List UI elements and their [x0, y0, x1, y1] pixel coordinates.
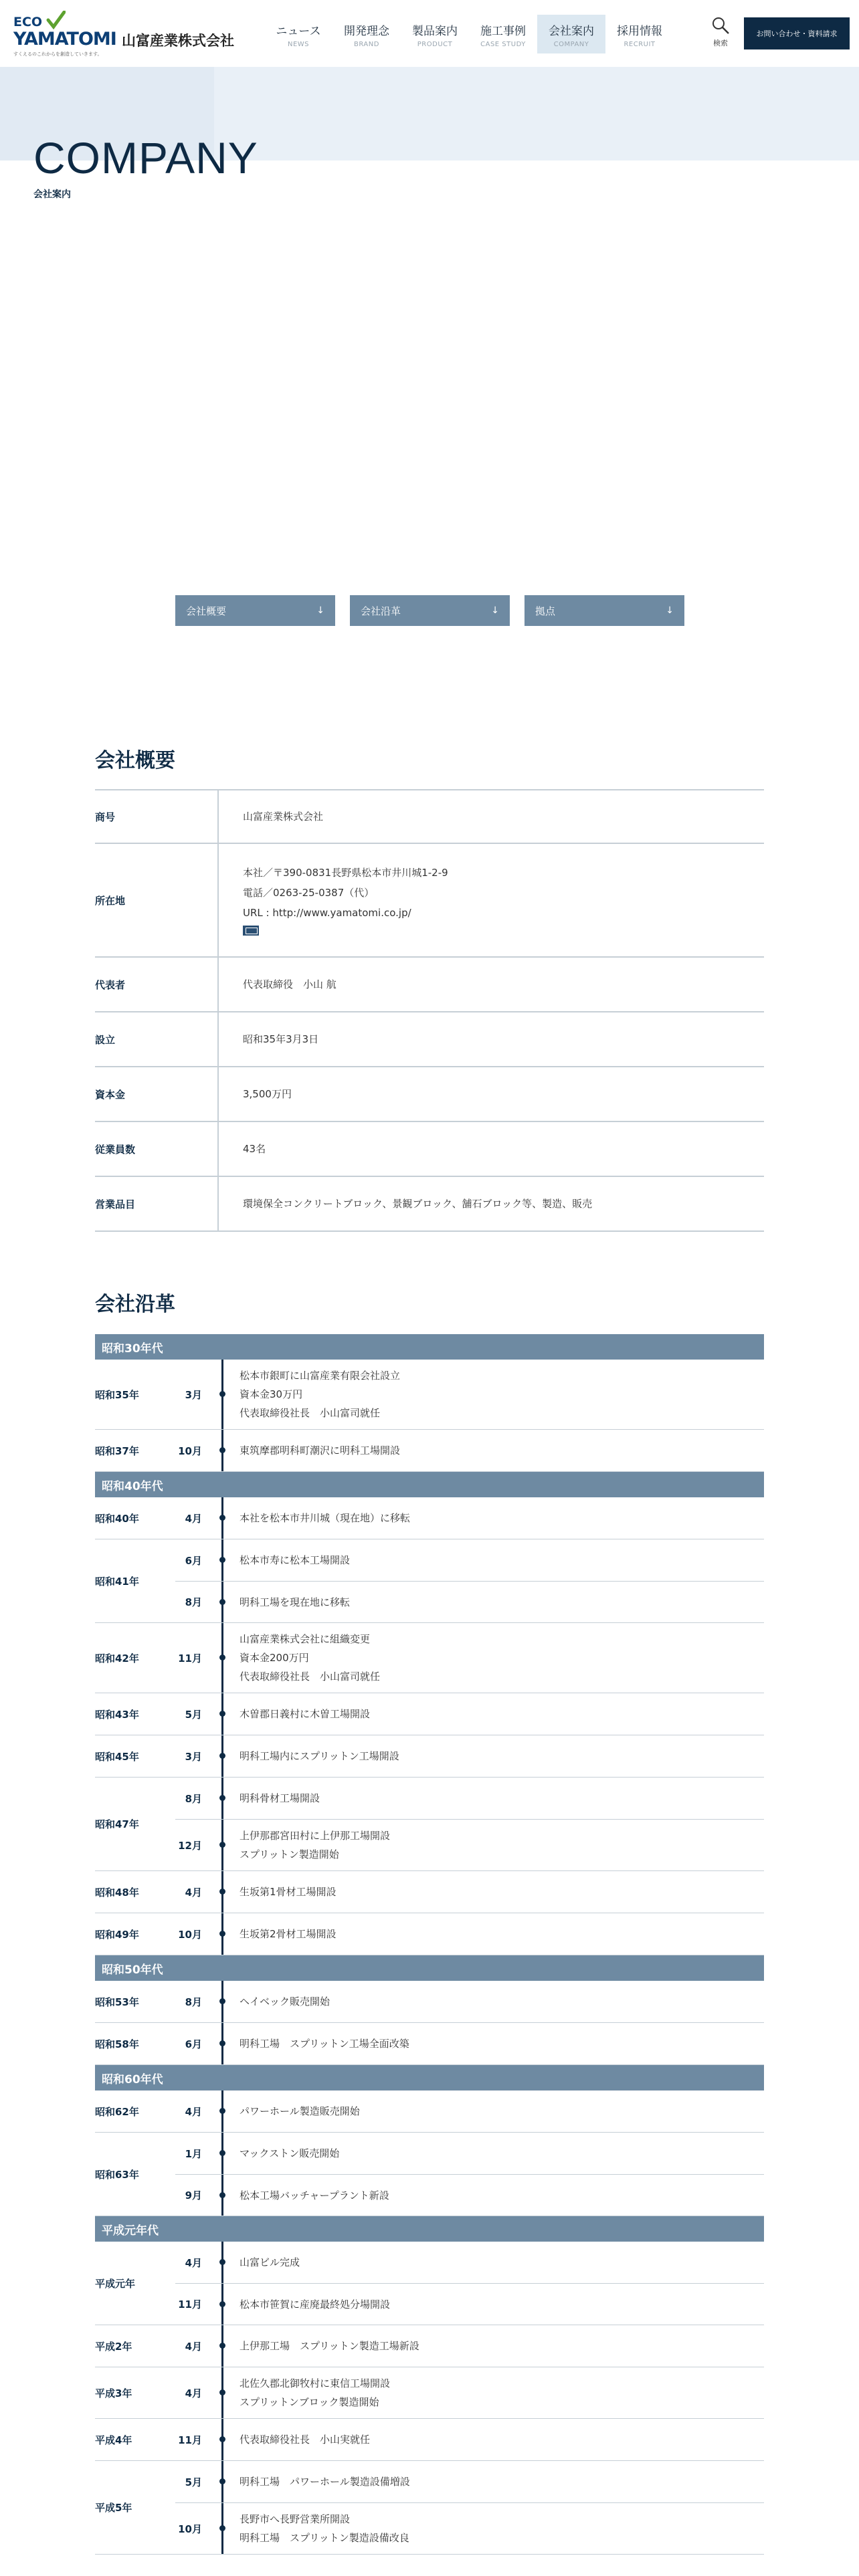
overview-value: [219, 844, 764, 956]
history-event: [175, 1430, 764, 1471]
history-year-group: [95, 2242, 764, 2325]
nav-item-label: 施工事例: [480, 25, 526, 38]
history-event: [175, 1623, 764, 1693]
history-event: [175, 1981, 764, 2022]
history-event-text: [229, 1582, 764, 1622]
timeline-dot-icon: [219, 1599, 225, 1605]
history-event-text: [229, 1735, 764, 1777]
nav-item-sublabel: PRODUCT: [417, 41, 453, 48]
timeline-line: [215, 1497, 229, 1539]
timeline-line: [215, 1693, 229, 1735]
history-event-line: 明科工場 スプリットン製造設備改良: [240, 2532, 409, 2544]
history-month: 4月: [185, 2340, 202, 2353]
era-header: 昭和30年代: [95, 1334, 764, 1360]
url-line[interactable]: URL : http://www.yamatomi.co.jp/: [243, 906, 411, 919]
timeline-dot-icon: [219, 1447, 225, 1453]
history-year-group: [95, 2325, 764, 2367]
history-events: [175, 1735, 764, 1777]
history-event-text: [229, 1778, 764, 1819]
history-event-text: [229, 1871, 764, 1913]
overview-label: 代表者: [95, 958, 219, 1011]
era-header: 昭和40年代: [95, 1472, 764, 1497]
history-event: [175, 1360, 764, 1429]
timeline-line: [215, 2175, 229, 2216]
anchor-history-button[interactable]: [350, 595, 510, 626]
history-event: [175, 2367, 764, 2418]
overview-line: 3,500万円: [243, 1088, 292, 1100]
timeline-dot-icon: [219, 1795, 225, 1801]
history-month: 3月: [185, 1388, 202, 1401]
history-event: [175, 1735, 764, 1777]
history-year-group: [95, 1623, 764, 1693]
history-event-text: [229, 1539, 764, 1581]
history-year-group: [95, 1981, 764, 2023]
history-year-group: [95, 1871, 764, 1913]
history-year-group: [95, 1735, 764, 1778]
history-timeline: [95, 1334, 764, 2555]
history-month: 3月: [185, 1750, 202, 1763]
history-year-group: [95, 2419, 764, 2461]
logo-tagline: すくえるのこれからを創造していきます。: [13, 51, 102, 57]
timeline-line: [215, 2242, 229, 2283]
map-icon[interactable]: [243, 926, 259, 936]
page-subtitle: 会社案内: [33, 189, 71, 200]
history-event: [175, 2419, 764, 2460]
timeline-dot-icon: [219, 2040, 225, 2046]
timeline-line: [215, 2133, 229, 2174]
history-event-line: 山富産業株式会社に組織変更: [240, 1633, 371, 1645]
history-event: [175, 2133, 764, 2174]
history-event-line: 山富ビル完成: [240, 2256, 300, 2268]
timeline-dot-icon: [219, 2478, 225, 2484]
search-icon: [711, 16, 730, 35]
anchor-label: 会社沿革: [361, 605, 401, 617]
timeline-dot-icon: [219, 2108, 225, 2114]
history-event-line: 松本工場バッチャープラント新設: [240, 2189, 389, 2202]
era-header: 平成元年代: [95, 2216, 764, 2242]
nav-item-label: ニュース: [276, 25, 321, 38]
history-event-line: 松本市銀町に山富産業有限会社設立: [240, 1370, 401, 1382]
history-year: 昭和42年: [95, 1652, 139, 1665]
history-event-text: [229, 2090, 764, 2132]
history-event-text: [229, 1820, 764, 1870]
timeline-dot-icon: [219, 1391, 225, 1397]
history-month: 4月: [185, 1886, 202, 1899]
overview-line: 代表取締役 小山 航: [243, 978, 337, 990]
timeline-dot-icon: [219, 1753, 225, 1759]
history-month: 8月: [185, 1996, 202, 2008]
overview-row: [95, 1067, 764, 1122]
history-event-line: 代表取締役社長 小山富司就任: [240, 1407, 381, 1419]
company-name: 山富産業株式会社: [122, 33, 234, 49]
nav-item-case-study[interactable]: [469, 15, 537, 53]
contact-button[interactable]: お問い合わせ・資料請求: [744, 17, 850, 49]
search-button[interactable]: [704, 16, 737, 53]
history-month: 8月: [185, 1596, 202, 1608]
timeline-line: [215, 1623, 229, 1693]
overview-value: [219, 958, 764, 1011]
history-month: 6月: [185, 2038, 202, 2050]
timeline-line: [215, 2461, 229, 2502]
nav-item-sublabel: NEWS: [287, 41, 310, 48]
overview-row: [95, 1012, 764, 1067]
history-month: 5月: [185, 2476, 202, 2488]
logo-yamatomi-text: YAMATOMI: [13, 29, 116, 49]
history-events: [175, 1778, 764, 1870]
history-event: [175, 1497, 764, 1539]
timeline-line: [215, 2325, 229, 2367]
anchor-label: 拠点: [535, 605, 556, 617]
history-events: [175, 1871, 764, 1913]
history-events: [175, 1913, 764, 1955]
history-event: [175, 2461, 764, 2502]
history-year-group: [95, 2133, 764, 2216]
nav-item-label: 開発理念: [344, 25, 389, 38]
timeline-dot-icon: [219, 2192, 225, 2198]
history-year-group: [95, 1539, 764, 1623]
overview-label: 営業品目: [95, 1177, 219, 1230]
history-event: [175, 1913, 764, 1955]
history-heading: 会社沿革: [95, 1293, 175, 1316]
history-event-line: 長野市へ長野営業所開設: [240, 2513, 351, 2525]
history-year: 昭和53年: [95, 1996, 139, 2008]
history-events: [175, 1497, 764, 1539]
anchor-links: [175, 595, 684, 626]
history-year-group: [95, 1693, 764, 1735]
history-event: [175, 2325, 764, 2367]
history-year-group: [95, 1913, 764, 1955]
overview-heading: 会社概要: [95, 749, 175, 772]
history-year: 昭和58年: [95, 2038, 139, 2050]
timeline-dot-icon: [219, 1842, 225, 1848]
page-title: COMPANY: [33, 133, 258, 183]
history-events: [175, 2023, 764, 2064]
history-month: 9月: [185, 2189, 202, 2202]
timeline-dot-icon: [219, 1557, 225, 1563]
overview-label: 資本金: [95, 1067, 219, 1121]
nav-item-sublabel: BRAND: [354, 41, 379, 48]
history-event-line: 資本金30万円: [240, 1388, 303, 1400]
timeline-line: [215, 1778, 229, 1819]
history-event: [175, 1778, 764, 1819]
history-event-line: 明科工場 スプリットン工場全面改築: [240, 2038, 409, 2050]
overview-label: 所在地: [95, 844, 219, 956]
timeline-dot-icon: [219, 2259, 225, 2265]
overview-line: 環境保全コンクリートブロック、景観ブロック、舗石ブロック等、製造、販売: [243, 1198, 593, 1210]
timeline-dot-icon: [219, 2436, 225, 2442]
history-events: [175, 2090, 764, 2132]
timeline-line: [215, 1735, 229, 1777]
history-events: [175, 2419, 764, 2460]
history-year: 昭和37年: [95, 1444, 139, 1457]
history-event-line: 代表取締役社長 小山実就任: [240, 2434, 371, 2446]
address-line: 本社／〒390-0831長野県松本市井川城1-2-9: [243, 866, 448, 879]
history-event-line: ヘイベック販売開始: [240, 1996, 330, 2008]
history-month: 4月: [185, 2105, 202, 2118]
nav-item-label: 採用情報: [617, 25, 662, 38]
arrow-down-icon: ↓: [316, 605, 324, 616]
history-event-line: 明科工場を現在地に移転: [240, 1596, 351, 1608]
history-event-text: [229, 1430, 764, 1471]
history-event-line: 東筑摩郡明科町潮沢に明科工場開設: [240, 1444, 401, 1457]
timeline-dot-icon: [219, 1711, 225, 1717]
history-event-line: 生坂第2骨材工場開設: [240, 1928, 337, 1940]
overview-row: [95, 958, 764, 1012]
history-event-text: [229, 2175, 764, 2216]
history-month: 8月: [185, 1792, 202, 1805]
history-month: 11月: [178, 2434, 202, 2446]
site-header: [0, 0, 859, 67]
nav-item-brand[interactable]: [332, 15, 401, 53]
timeline-line: [215, 1820, 229, 1870]
timeline-line: [215, 2090, 229, 2132]
era-header: 昭和50年代: [95, 1955, 764, 1981]
history-events: [175, 2461, 764, 2554]
history-year: 昭和41年: [95, 1575, 139, 1588]
history-event-text: [229, 1623, 764, 1693]
timeline-dot-icon: [219, 1931, 225, 1937]
history-year: 平成2年: [95, 2340, 132, 2353]
history-event-text: [229, 2419, 764, 2460]
history-year: 昭和48年: [95, 1886, 139, 1899]
history-month: 10月: [178, 1444, 202, 1457]
nav-item-news[interactable]: [264, 15, 332, 53]
history-event-line: 松本市寿に松本工場開設: [240, 1554, 351, 1566]
history-event-text: [229, 2503, 764, 2554]
history-event-text: [229, 2367, 764, 2418]
history-event-line: スプリットン製造開始: [240, 1848, 339, 1860]
history-month: 11月: [178, 2298, 202, 2311]
history-year: 平成5年: [95, 2502, 132, 2514]
history-event-text: [229, 1981, 764, 2022]
history-events: [175, 2133, 764, 2216]
history-event: [175, 2023, 764, 2064]
timeline-dot-icon: [219, 1998, 225, 2004]
history-year-group: [95, 1778, 764, 1871]
history-event-text: [229, 2325, 764, 2367]
history-event-text: [229, 1497, 764, 1539]
timeline-line: [215, 1430, 229, 1471]
leaf-icon: [45, 11, 66, 29]
arrow-down-icon: ↓: [491, 605, 499, 616]
overview-value: [219, 1012, 764, 1066]
history-events: [175, 1693, 764, 1735]
history-year: 昭和63年: [95, 2168, 139, 2181]
nav-item-label: 製品案内: [412, 25, 458, 38]
nav-item-company[interactable]: [537, 15, 605, 53]
nav-item-product[interactable]: [401, 15, 469, 53]
history-month: 12月: [178, 1839, 202, 1852]
nav-item-sublabel: CASE STUDY: [480, 41, 526, 48]
history-events: [175, 1360, 764, 1429]
history-events: [175, 2242, 764, 2325]
history-event-line: スプリットンブロック製造開始: [240, 2396, 379, 2408]
history-year-group: [95, 1430, 764, 1472]
history-events: [175, 1539, 764, 1622]
history-year: 昭和45年: [95, 1750, 139, 1763]
timeline-line: [215, 2284, 229, 2325]
nav-item-label: 会社案内: [549, 25, 594, 38]
timeline-dot-icon: [219, 2525, 225, 2531]
history-month: 4月: [185, 1512, 202, 1525]
timeline-line: [215, 1539, 229, 1581]
history-event: [175, 2242, 764, 2283]
timeline-line: [215, 2503, 229, 2554]
history-event: [175, 1819, 764, 1870]
timeline-line: [215, 1913, 229, 1955]
history-event-line: 明科骨材工場開設: [240, 1792, 320, 1804]
history-events: [175, 2325, 764, 2367]
overview-value: [219, 1122, 764, 1176]
history-year: 平成元年: [95, 2277, 136, 2290]
history-event: [175, 2174, 764, 2216]
history-month: 4月: [185, 2387, 202, 2399]
logo-eco-text: ECO: [13, 15, 43, 29]
search-label: 検索: [713, 39, 728, 47]
history-year-group: [95, 2023, 764, 2065]
hero: [0, 67, 859, 649]
history-year-group: [95, 2090, 764, 2133]
overview-value: [219, 790, 764, 843]
nav-item-recruit[interactable]: [605, 15, 674, 53]
history-event-text: [229, 1360, 764, 1429]
history-month: 11月: [178, 1652, 202, 1665]
history-year-group: [95, 2367, 764, 2419]
history-event-line: 本社を松本市井川城（現在地）に移転: [240, 1512, 411, 1524]
history-event: [175, 1693, 764, 1735]
history-event-line: 上伊那郡宮田村に上伊那工場開設: [240, 1830, 391, 1842]
overview-label: 商号: [95, 790, 219, 843]
history-event-line: 北佐久郡北御牧村に東信工場開設: [240, 2377, 391, 2389]
history-month: 6月: [185, 1554, 202, 1567]
overview-row: [95, 1177, 764, 1232]
history-year: 平成4年: [95, 2434, 132, 2446]
overview-row: [95, 790, 764, 844]
timeline-line: [215, 1871, 229, 1913]
timeline-dot-icon: [219, 1515, 225, 1521]
history-event-line: マックストン販売開始: [240, 2147, 340, 2159]
history-year: 昭和43年: [95, 1708, 139, 1721]
history-event-line: パワーホール製造販売開始: [240, 2105, 360, 2117]
nav-item-sublabel: RECRUIT: [624, 41, 656, 48]
history-month: 10月: [178, 1928, 202, 1941]
history-event: [175, 1539, 764, 1581]
timeline-dot-icon: [219, 2301, 225, 2307]
overview-row: [95, 1122, 764, 1177]
history-year: 昭和40年: [95, 1512, 139, 1525]
history-month: 5月: [185, 1708, 202, 1721]
timeline-dot-icon: [219, 2389, 225, 2395]
history-event-line: 明科工場 パワーホール製造設備増設: [240, 2476, 410, 2488]
main-nav: [264, 15, 674, 53]
history-events: [175, 1623, 764, 1693]
history-event: [175, 1581, 764, 1622]
history-year: 昭和47年: [95, 1818, 139, 1830]
timeline-line: [215, 1981, 229, 2022]
nav-item-sublabel: COMPANY: [553, 41, 589, 48]
anchor-locations-button[interactable]: [524, 595, 684, 626]
history-event-line: 上伊那工場 スプリットン製造工場新設: [240, 2340, 419, 2352]
timeline-line: [215, 1582, 229, 1622]
timeline-dot-icon: [219, 2150, 225, 2156]
history-event-line: 生坂第1骨材工場開設: [240, 1886, 337, 1898]
anchor-overview-button[interactable]: [175, 595, 335, 626]
history-year: 昭和35年: [95, 1388, 139, 1401]
history-event-text: [229, 2242, 764, 2283]
history-event-line: 明科工場内にスプリットン工場開設: [240, 1750, 399, 1762]
history-year-group: [95, 2461, 764, 2555]
overview-row: [95, 844, 764, 958]
overview-line: 43名: [243, 1143, 266, 1155]
history-month: 4月: [185, 2256, 202, 2269]
history-event-text: [229, 2023, 764, 2064]
history-events: [175, 1981, 764, 2022]
history-event: [175, 2502, 764, 2554]
history-event-line: 松本市笹賀に産廃最終処分場開設: [240, 2298, 391, 2311]
history-year: 昭和49年: [95, 1928, 139, 1941]
history-month: 10月: [178, 2523, 202, 2535]
anchor-label: 会社概要: [186, 605, 227, 617]
history-event-text: [229, 2133, 764, 2174]
overview-table: [95, 789, 764, 1232]
era-header: 昭和60年代: [95, 2065, 764, 2090]
timeline-dot-icon: [219, 1654, 225, 1660]
history-year-group: [95, 1497, 764, 1539]
history-month: 1月: [185, 2147, 202, 2160]
arrow-down-icon: ↓: [666, 605, 674, 616]
history-event: [175, 2283, 764, 2325]
history-year: 平成3年: [95, 2387, 132, 2399]
history-event-text: [229, 1913, 764, 1955]
yamatomi-logo[interactable]: [13, 11, 116, 57]
history-events: [175, 1430, 764, 1471]
overview-label: 従業員数: [95, 1122, 219, 1176]
phone-line[interactable]: 電話／0263-25-0387（代）: [243, 886, 375, 899]
timeline-line: [215, 2367, 229, 2418]
history-year: 昭和62年: [95, 2105, 139, 2118]
history-event-text: [229, 2461, 764, 2502]
overview-line: 山富産業株式会社: [243, 811, 324, 823]
timeline-line: [215, 1360, 229, 1429]
history-event: [175, 2090, 764, 2132]
history-event-line: 木曽郡日義村に木曽工場開設: [240, 1708, 371, 1720]
timeline-dot-icon: [219, 2343, 225, 2349]
timeline-dot-icon: [219, 1889, 225, 1895]
history-event-text: [229, 1693, 764, 1735]
history-event-line: 代表取締役社長 小山富司就任: [240, 1671, 381, 1683]
history-year-group: [95, 1360, 764, 1430]
overview-value: [219, 1067, 764, 1121]
history-event: [175, 1871, 764, 1913]
history-events: [175, 2367, 764, 2418]
overview-value: [219, 1177, 764, 1230]
timeline-line: [215, 2023, 229, 2064]
overview-line: 昭和35年3月3日: [243, 1033, 319, 1045]
history-event-line: 資本金200万円: [240, 1652, 309, 1664]
timeline-line: [215, 2419, 229, 2460]
history-event-text: [229, 2284, 764, 2325]
overview-label: 設立: [95, 1012, 219, 1066]
